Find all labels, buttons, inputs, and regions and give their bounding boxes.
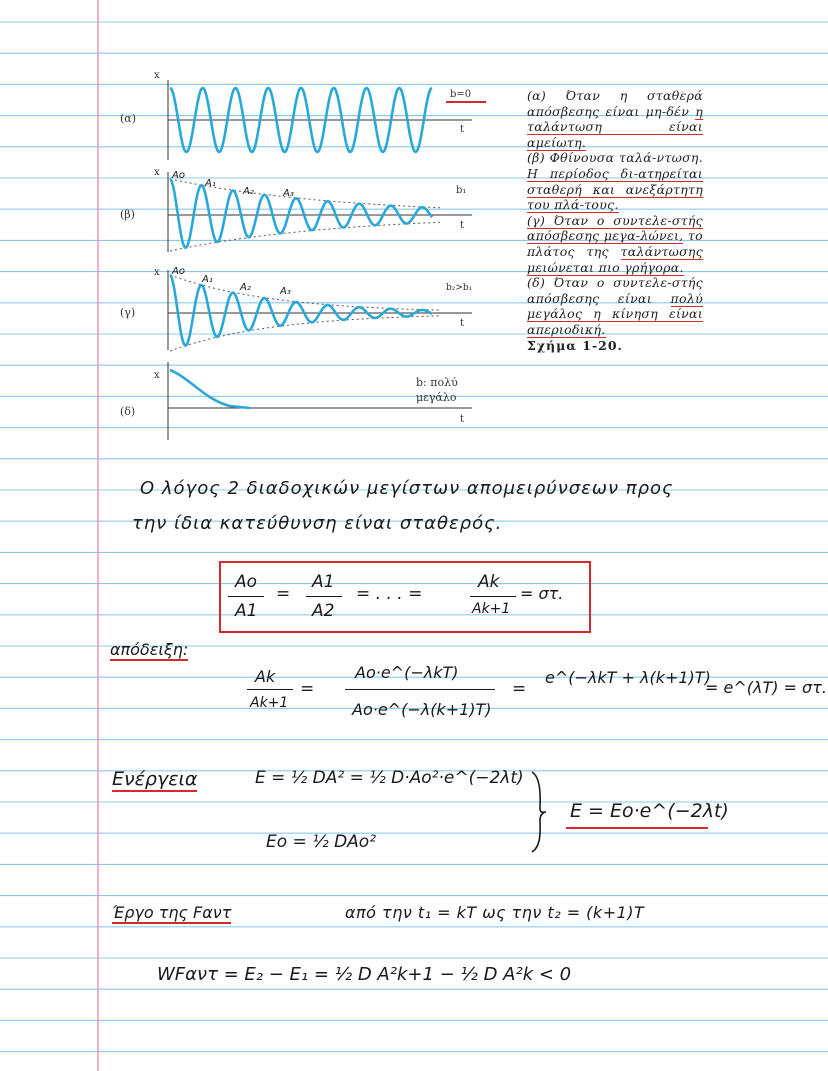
- panel-c-param: b₂>b₁: [446, 283, 473, 293]
- panel-a-x-axis: x: [154, 70, 160, 81]
- proof-mid-d: Ao·e^(−λ(k+1)T): [352, 700, 492, 719]
- box-nk: Ak: [478, 572, 500, 592]
- panel-d-param-2: μεγάλο: [416, 391, 457, 404]
- figure-caption: [527, 88, 703, 353]
- panel-b-t-axis: t: [460, 220, 465, 231]
- panel-c: [120, 266, 472, 351]
- panel-a-t-axis: t: [460, 124, 465, 135]
- energy-eq2: Eo = ½ DAo²: [266, 832, 377, 852]
- work-label: Έργο της Fαντ: [112, 903, 232, 922]
- caption-c: (γ) Όταν ο συντελε-στής απόσβεσης μεγα-λώνει, το πλάτος της ταλάντωσης μειώνεται πιο γρήγορα.: [527, 212, 703, 275]
- panel-d-curve: [170, 370, 250, 408]
- panel-d-x-axis: x: [154, 370, 160, 381]
- panel-c-label: (γ): [120, 306, 136, 319]
- panel-d-t-axis: t: [460, 414, 465, 425]
- energy-eq1: E = ½ DA² = ½ D·Ao²·e^(−2λt): [255, 768, 524, 788]
- panel-b-max-3: A₃: [283, 188, 294, 199]
- box-d0: A1: [235, 601, 258, 621]
- work-range: από την t₁ = kT ως την t₂ = (k+1)T: [345, 903, 645, 922]
- panel-b-max-1: A₁: [205, 178, 216, 189]
- panel-b: [120, 167, 472, 252]
- panel-b-label: (β): [120, 208, 135, 221]
- box-frac1: [306, 596, 342, 597]
- box-tail: = στ.: [520, 584, 564, 603]
- energy-result-underline: [566, 827, 708, 829]
- statement-line-2: την ίδια κατεύθυνση είναι σταθερός.: [132, 513, 503, 534]
- caption-figure-number: Σχήμα 1-20.: [527, 337, 623, 353]
- energy-brace: [528, 768, 548, 854]
- proof-eq1: =: [300, 679, 315, 699]
- panel-c-max-0: Ao: [172, 266, 185, 277]
- panel-d-param-1: b: πολύ: [416, 376, 458, 389]
- panel-c-max-1: A₁: [202, 274, 213, 285]
- proof-rhs1: e^(−λkT + λ(k+1)T): [545, 668, 711, 687]
- proof-label: απόδειξη:: [110, 640, 189, 659]
- box-eq0: =: [276, 584, 291, 604]
- panel-c-wave: [170, 275, 432, 346]
- proof-rhs2: = e^(λT) = στ.: [705, 678, 827, 697]
- statement-line-1: Ο λόγος 2 διαδοχικών μεγίστων απομειρύνσεων προς: [140, 478, 674, 499]
- panel-a: [120, 70, 486, 160]
- panel-d: [120, 362, 472, 440]
- panel-c-t-axis: t: [460, 318, 465, 329]
- panel-b-wave: [170, 179, 432, 248]
- proof-lhs-n: Ak: [255, 667, 276, 686]
- proof-eq2: =: [512, 679, 527, 699]
- box-dots: = . . . =: [356, 584, 423, 604]
- caption-a: (α) Όταν η σταθερά απόσβεσης είναι μη-δέν η ταλάντωση είναι αμείωτη.: [527, 88, 703, 150]
- work-equation: WFαντ = E₂ − E₁ = ½ D A²k+1 − ½ D A²k < 0: [157, 964, 572, 985]
- damped-oscillation-figure: [100, 60, 520, 460]
- box-frack: [470, 596, 516, 597]
- panel-d-label: (δ): [120, 405, 136, 418]
- panel-b-param: b₁: [456, 185, 467, 196]
- panel-a-param: b=0: [450, 89, 472, 100]
- energy-label: Ενέργεια: [112, 768, 198, 790]
- panel-c-max-3: A₃: [280, 286, 291, 297]
- box-dk: Ak+1: [472, 601, 511, 617]
- energy-result: E = Eo·e^(−2λt): [570, 800, 729, 822]
- box-d1: A2: [312, 601, 335, 621]
- caption-d: (δ) Όταν ο συντελε-στής απόσβεσης είναι πολύ μεγάλος η κίνηση είναι απεριοδική.: [527, 275, 703, 337]
- panel-b-x-axis: x: [154, 167, 160, 178]
- proof-lhs-d: Ak+1: [250, 695, 289, 711]
- proof-lhs-line: [247, 689, 293, 690]
- proof-mid-line: [345, 689, 495, 690]
- proof-mid-n: Ao·e^(−λkT): [355, 663, 459, 682]
- panel-a-label: (α): [120, 112, 137, 125]
- box-n0: Ao: [235, 572, 258, 592]
- caption-b: (β) Φθίνουσα ταλά-ντωση. Η περίοδος δι-ατηρείται σταθερή και ανεξάρτητη του πλά-τους.: [527, 150, 703, 213]
- panel-b-max-0: Ao: [172, 170, 185, 181]
- box-n1: A1: [312, 572, 335, 592]
- panel-b-max-2: A₂: [243, 186, 254, 197]
- panel-c-x-axis: x: [154, 267, 160, 278]
- box-frac0: [228, 596, 264, 597]
- panel-c-max-2: A₂: [240, 282, 251, 293]
